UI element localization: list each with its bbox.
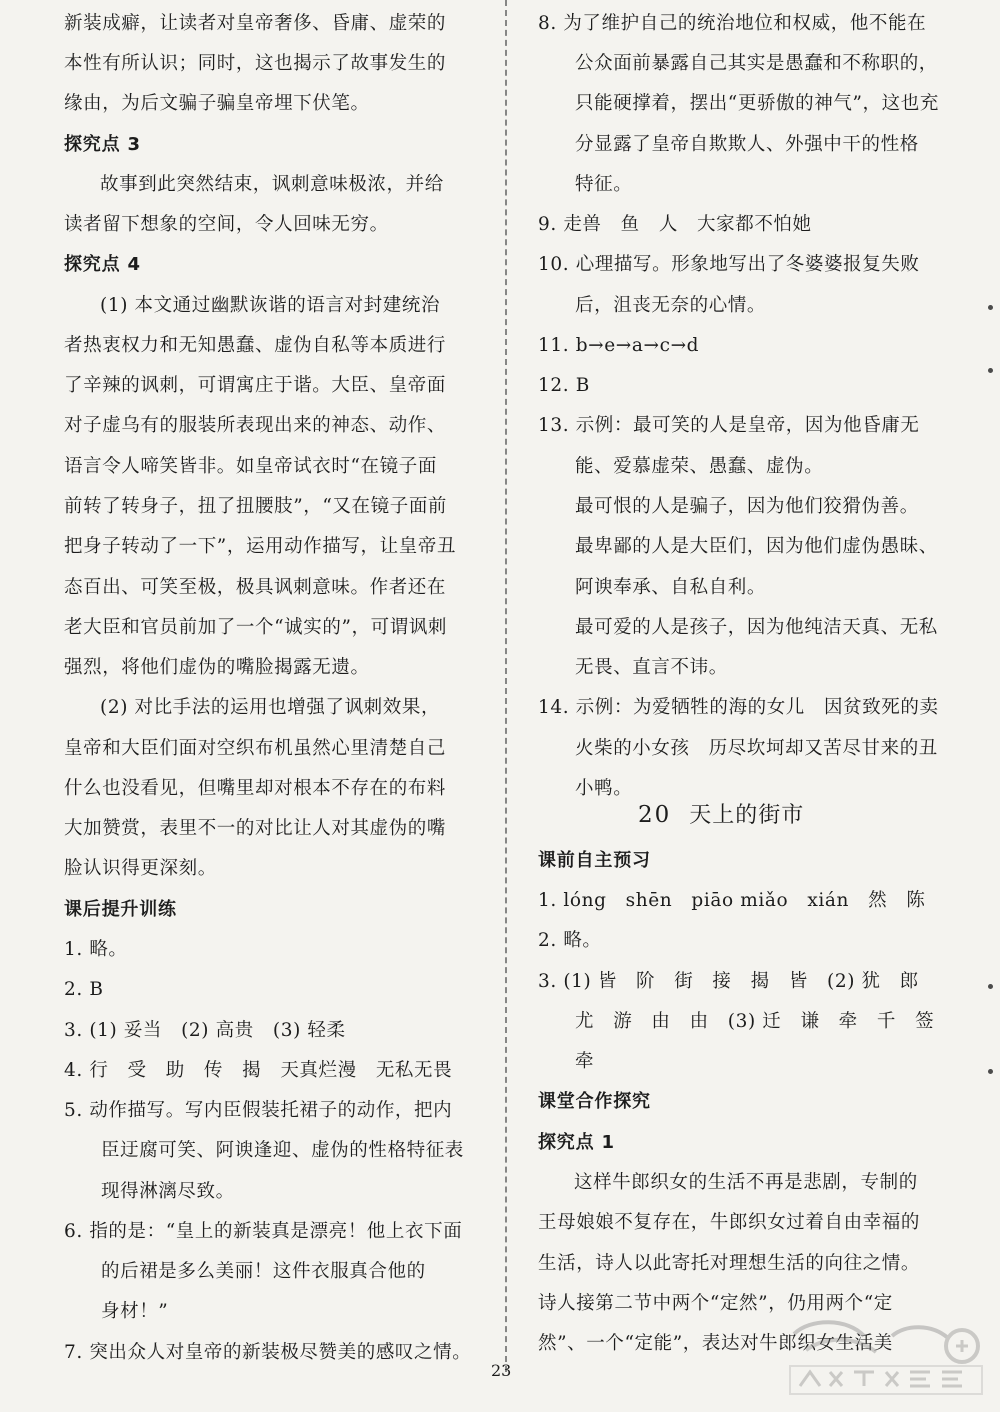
page-number: 23 [491, 1361, 512, 1380]
text-line: 阿谀奉承、自私自利。 [575, 577, 767, 598]
text-line: 者热衷权力和无知愚蠢、虚伪自私等本质进行 [64, 335, 447, 356]
text-line: 新装成癖，让读者对皇帝奢侈、昏庸、虚荣的 [64, 13, 447, 34]
scan-mark [988, 305, 993, 310]
answer-item: 14. 示例：为爱牺牲的海的女儿 因贫致死的卖 [538, 697, 939, 718]
answer-item: 12. B [538, 375, 590, 396]
answer-item: 3. (1) 妥当 (2) 高贵 (3) 轻柔 [64, 1020, 346, 1041]
text-line: 只能硬撑着，摆出“更骄傲的神气”，这也充 [575, 93, 939, 114]
text-line: 故事到此突然结束，讽刺意味极浓，并给 [100, 174, 444, 195]
text-line: (2) 对比手法的运用也增强了讽刺效果， [100, 697, 441, 718]
answer-item: 13. 示例：最可笑的人是皇帝，因为他昏庸无 [538, 415, 920, 436]
text-line: 现得淋漓尽致。 [101, 1181, 235, 1202]
lesson-number: 20 [638, 802, 672, 828]
answer-item: 10. 心理描写。形象地写出了冬婆婆报复失败 [538, 254, 920, 275]
section-heading: 课堂合作探究 [538, 1091, 651, 1112]
lesson-name: 天上的街市 [689, 803, 805, 828]
text-line: 大加赞赏，表里不一的对比让人对其虚伪的嘴 [64, 818, 447, 839]
watermark-logo [786, 1312, 986, 1404]
text-line: 无畏、直言不讳。 [575, 657, 728, 678]
scan-mark [988, 368, 993, 373]
answer-item: 1. lóng shēn piāo miǎo xián 然 陈 [538, 890, 926, 911]
text-line: 分显露了皇帝自欺欺人、外强中干的性格 [575, 134, 919, 155]
text-line: (1) 本文通过幽默诙谐的语言对封建统治 [100, 295, 441, 316]
text-line: 臣迂腐可笑、阿谀逢迎、虚伪的性格特征表 [101, 1140, 464, 1161]
text-line: 火柴的小女孩 历尽坎坷却又苦尽甘来的丑 [575, 738, 938, 759]
text-line: 读者留下想象的空间，令人回味无穷。 [64, 214, 389, 235]
answer-item: 1. 略。 [64, 939, 128, 960]
text-line: 最卑鄙的人是大臣们，因为他们虚伪愚昧、 [575, 536, 938, 557]
answer-item: 7. 突出众人对皇帝的新装极尽赞美的感叹之情。 [64, 1342, 472, 1363]
text-line: 的后裙是多么美丽！这件衣服真合他的 [101, 1261, 426, 1282]
answer-item: 6. 指的是：“皇上的新装真是漂亮！他上衣下面 [64, 1221, 463, 1242]
text-line: 这样牛郎织女的生活不再是悲剧，专制的 [574, 1172, 918, 1193]
answer-item: 5. 动作描写。写内臣假装托裙子的动作，把内 [64, 1100, 453, 1121]
answer-item: 2. 略。 [538, 930, 602, 951]
lesson-title [638, 801, 804, 830]
text-line: 小鸭。 [575, 778, 633, 799]
text-line: 生活，诗人以此寄托对理想生活的向往之情。 [538, 1253, 921, 1274]
text-line: 脸认识得更深刻。 [64, 858, 217, 879]
section-heading: 探究点 1 [538, 1132, 615, 1153]
answer-item: 9. 走兽 鱼 人 大家都不怕她 [538, 214, 812, 235]
text-line: 尤 游 由 由 (3) 迁 谦 牵 千 签 [575, 1011, 935, 1032]
text-line: 牵 [575, 1051, 595, 1072]
text-line: 什么也没看见，但嘴里却对根本不存在的布料 [64, 778, 447, 799]
answer-item: 8. 为了维护自己的统治地位和权威，他不能在 [538, 13, 927, 34]
section-heading: 探究点 4 [64, 254, 141, 275]
text-line: 然”、一个“定能”，表达对牛郎织女生活美 [538, 1333, 893, 1354]
text-line: 诗人接第二节中两个“定然”，仍用两个“定 [538, 1293, 893, 1314]
section-heading: 课后提升训练 [64, 899, 177, 920]
text-line: 皇帝和大臣们面对空织布机虽然心里清楚自己 [64, 738, 447, 759]
text-line: 对子虚乌有的服装所表现出来的神态、动作、 [64, 415, 447, 436]
text-line: 后，沮丧无奈的心情。 [575, 295, 767, 316]
section-heading: 课前自主预习 [538, 850, 651, 871]
answer-item: 11. b→e→a→c→d [538, 335, 700, 356]
text-line: 强烈，将他们虚伪的嘴脸揭露无遗。 [64, 657, 370, 678]
text-line: 了辛辣的讽刺，可谓寓庄于谐。大臣、皇帝面 [64, 375, 447, 396]
text-line: 把身子转动了一下”，运用动作描写，让皇帝丑 [64, 536, 457, 557]
text-line: 能、爱慕虚荣、愚蠢、虚伪。 [575, 456, 824, 477]
scan-mark [988, 984, 993, 989]
text-line: 公众面前暴露自己其实是愚蠢和不称职的， [575, 53, 938, 74]
text-line: 王母娘娘不复存在，牛郎织女过着自由幸福的 [538, 1212, 921, 1233]
column-divider [505, 0, 507, 1372]
answer-item: 4. 行 受 助 传 揭 天真烂漫 无私无畏 [64, 1060, 453, 1081]
text-line: 语言令人啼笑皆非。如皇帝试衣时“在镜子面 [64, 456, 437, 477]
text-line: 本性有所认识；同时，这也揭示了故事发生的 [64, 53, 447, 74]
text-line: 最可恨的人是骗子，因为他们狡猾伪善。 [575, 496, 919, 517]
text-line: 身材！” [101, 1301, 169, 1322]
text-line: 特征。 [575, 174, 633, 195]
text-line: 老大臣和官员前加了一个“诚实的”，可谓讽刺 [64, 617, 448, 638]
answer-item: 2. B [64, 979, 104, 1000]
section-heading: 探究点 3 [64, 134, 141, 155]
text-line: 缘由，为后文骗子骗皇帝埋下伏笔。 [64, 93, 370, 114]
text-line: 前转了转身子，扭了扭腰肢”，“又在镜子面前 [64, 496, 448, 517]
text-line: 最可爱的人是孩子，因为他纯洁天真、无私 [575, 617, 938, 638]
answer-item: 3. (1) 皆 阶 街 接 揭 皆 (2) 犹 郎 [538, 971, 919, 992]
scan-mark [988, 1069, 993, 1074]
text-line: 态百出、可笑至极，极具讽刺意味。作者还在 [64, 577, 447, 598]
